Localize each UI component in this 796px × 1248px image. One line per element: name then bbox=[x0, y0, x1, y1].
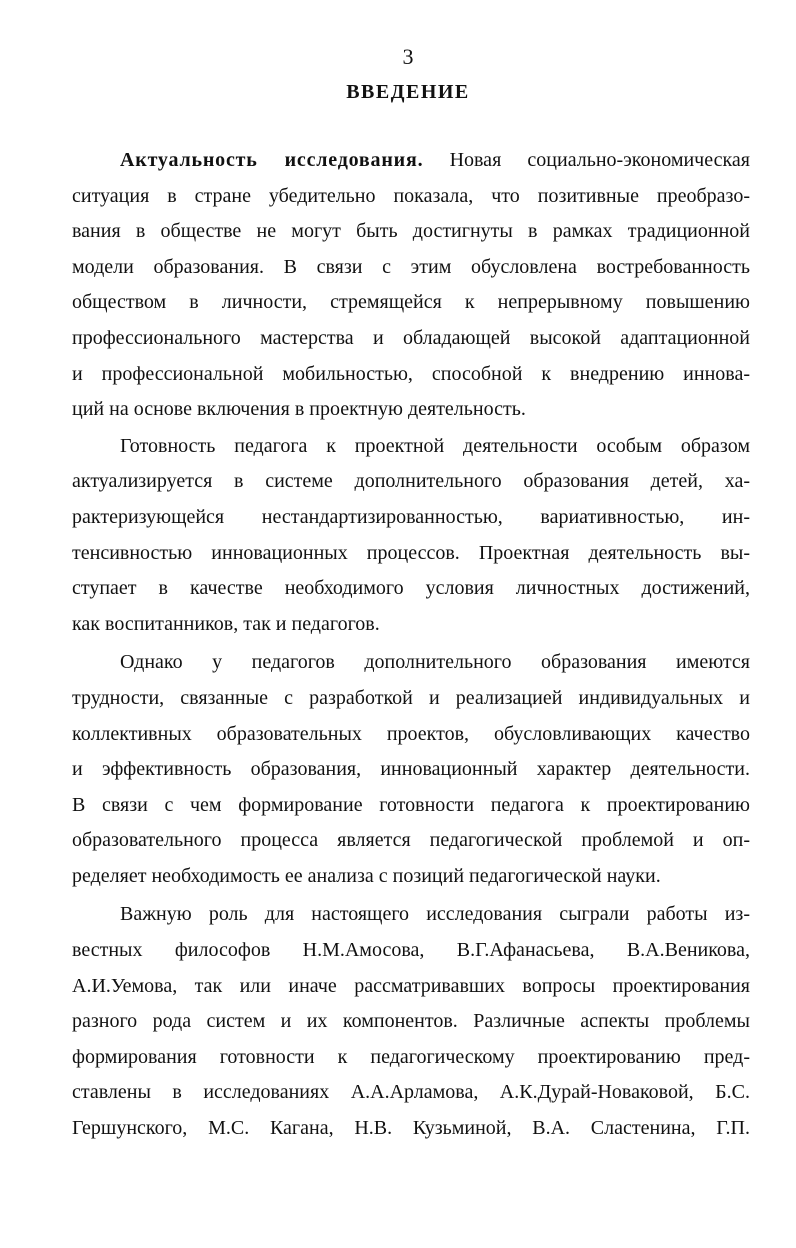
text-line: вестных философов Н.М.Амосова, В.Г.Афанасьева, В.А.Веникова, bbox=[72, 939, 750, 962]
text-line: модели образования. В связи с этим обусловлена востребованность bbox=[72, 255, 750, 278]
text-line: вания в обществе не могут быть достигнуты в рамках традиционной bbox=[72, 220, 750, 243]
text-line: ций на основе включения в проектную деятельность. bbox=[72, 398, 526, 421]
text-line: ситуация в стране убедительно показала, что позитивные преобразо- bbox=[72, 184, 750, 207]
text-line: трудности, связанные с разработкой и реализацией индивидуальных и bbox=[72, 686, 750, 709]
text-line: коллективных образовательных проектов, обусловливающих качество bbox=[72, 722, 750, 745]
text-line: разного рода систем и их компонентов. Различные аспекты проблемы bbox=[72, 1010, 750, 1033]
paragraph-readiness bbox=[72, 429, 750, 643]
text-line: ставлены в исследованиях А.А.Арламова, А.К.Дурай-Новаковой, Б.С. bbox=[72, 1081, 750, 1104]
text-line: Однако у педагогов дополнительного образования имеются bbox=[120, 651, 750, 674]
text-line: ределяет необходимость ее анализа с позиций педагогической науки. bbox=[72, 864, 661, 887]
text-line: тенсивностью инновационных процессов. Проектная деятельность вы- bbox=[72, 541, 750, 564]
text-line: и эффективность образования, инновационный характер деятельности. bbox=[72, 758, 750, 781]
text-line: профессионального мастерства и обладающей высокой адаптационной bbox=[72, 326, 750, 349]
text-line: Готовность педагога к проектной деятельности особым образом bbox=[120, 434, 750, 457]
text-line: А.И.Уемова, так или иначе рассматривавших вопросы проектирования bbox=[72, 974, 750, 997]
page-number: 3 bbox=[402, 44, 414, 69]
text-line: как воспитанников, так и педагогов. bbox=[72, 612, 380, 635]
text-line: и профессиональной мобильностью, способной к внедрению иннова- bbox=[72, 362, 750, 385]
paragraph-lead: Актуальность исследования. bbox=[120, 149, 424, 171]
text-line: рактеризующейся нестандартизированностью, вариативностью, ин- bbox=[72, 505, 750, 528]
paragraph-literature bbox=[72, 897, 750, 1146]
paragraph-difficulties bbox=[72, 645, 750, 894]
page-title: ВВЕДЕНИЕ bbox=[346, 81, 470, 103]
paragraph-relevance bbox=[72, 143, 750, 428]
text-line: В связи с чем формирование готовности педагога к проектированию bbox=[72, 793, 750, 816]
text-line: обществом в личности, стремящейся к непрерывному повышению bbox=[72, 291, 750, 314]
text-line: актуализируется в системе дополнительного образования детей, ха- bbox=[72, 470, 750, 493]
document-body bbox=[72, 143, 750, 1150]
text-fragment: Новая социально-экономическая bbox=[423, 149, 750, 171]
text-line: образовательного процесса является педагогической проблемой и оп- bbox=[72, 829, 750, 852]
text-line: Важную роль для настоящего исследования сыграли работы из- bbox=[120, 903, 750, 926]
text-line bbox=[72, 143, 750, 179]
text-line: формирования готовности к педагогическому проектированию пред- bbox=[72, 1045, 750, 1068]
text-line: Гершунского, М.С. Кагана, Н.В. Кузьминой, В.А. Сластенина, Г.П. bbox=[72, 1117, 750, 1140]
text-line: ступает в качестве необходимого условия личностных достижений, bbox=[72, 577, 750, 600]
